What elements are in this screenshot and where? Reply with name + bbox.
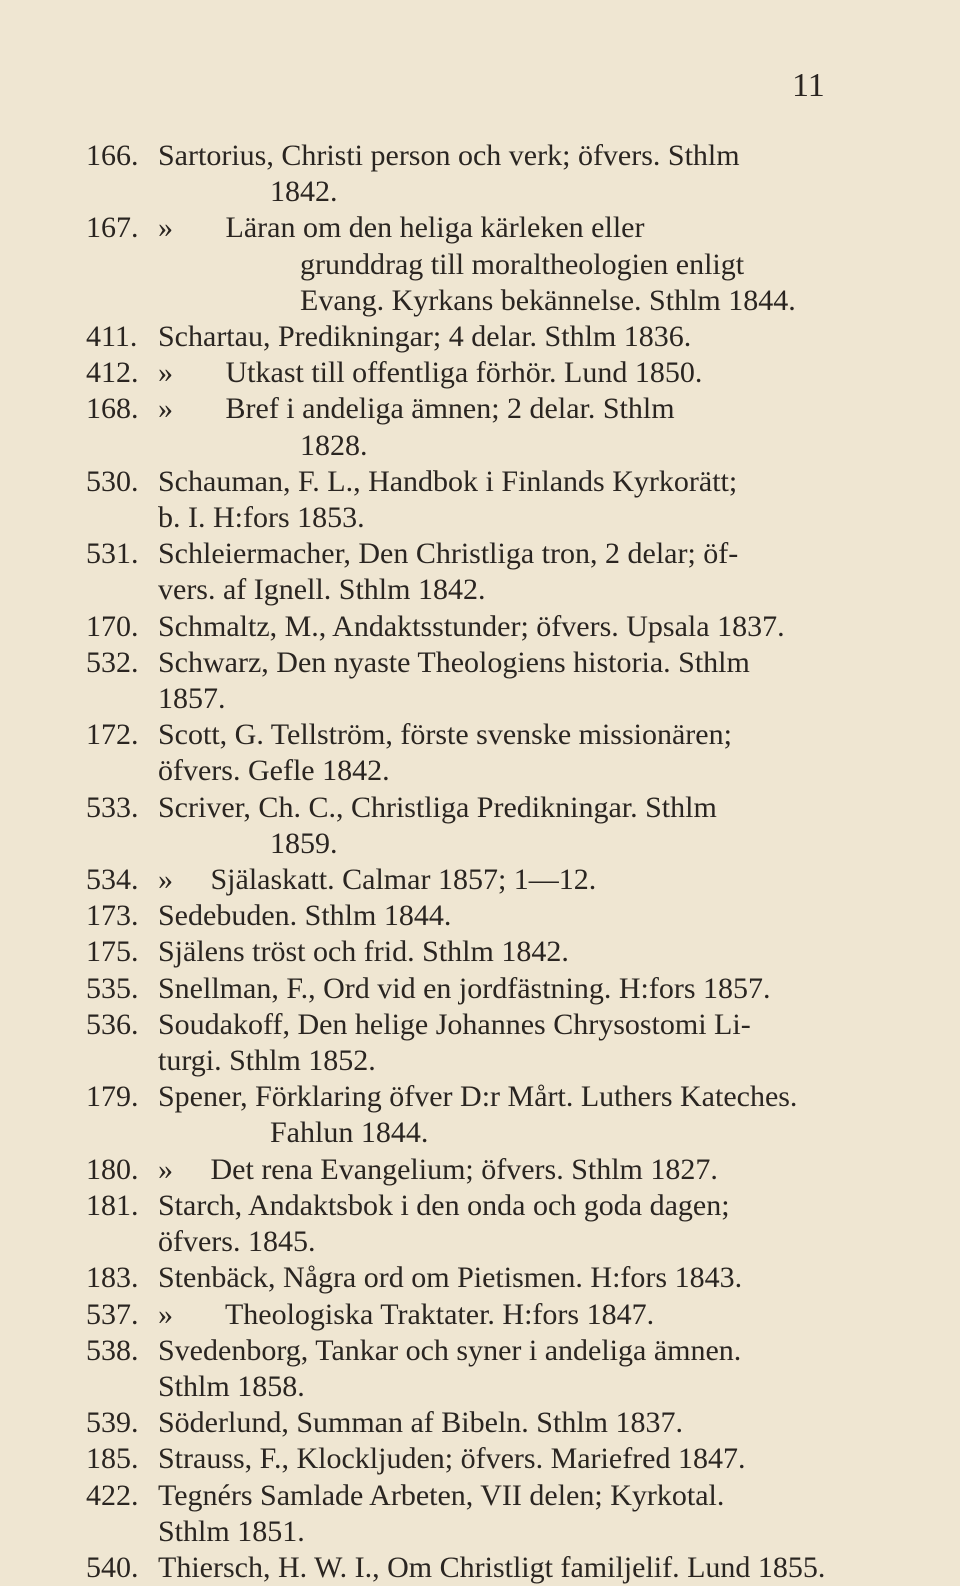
- catalogue-entry: [86, 790, 866, 862]
- entry-text-line: vers. af Ignell. Sthlm 1842.: [158, 573, 486, 607]
- catalogue-entry: [86, 1007, 866, 1079]
- entry-text-line: Schleiermacher, Den Christliga tron, 2 delar; öf-: [158, 537, 739, 571]
- entry-text-line: » Utkast till offentliga förhör. Lund 1850.: [158, 356, 703, 390]
- entry-text-line: » Själaskatt. Calmar 1857; 1—12.: [158, 863, 597, 897]
- entry-text-line: Thiersch, H. W. I., Om Christligt familjelif. Lund 1855.: [158, 1550, 826, 1584]
- entry-text-line: Sthlm 1851.: [158, 1514, 305, 1548]
- entry-text-line: Sedebuden. Sthlm 1844.: [158, 899, 452, 933]
- entry-number: 175.: [86, 935, 139, 969]
- entry-number: 181.: [86, 1188, 139, 1222]
- entry-number: 539.: [86, 1406, 139, 1440]
- catalogue-entry: [86, 645, 866, 717]
- catalogue-entry: [86, 862, 866, 898]
- catalogue-entry: [86, 971, 866, 1007]
- entry-number: 172.: [86, 718, 139, 752]
- entry-text-line: » Theologiska Traktater. H:fors 1847.: [158, 1297, 655, 1331]
- entry-text-line: 1842.: [270, 175, 338, 209]
- entry-text-line: Sartorius, Christi person och verk; öfvers. Sthlm: [158, 139, 740, 172]
- entry-number: 422.: [86, 1478, 139, 1512]
- catalogue-entry: [86, 138, 866, 210]
- entry-number: 170.: [86, 609, 139, 643]
- entry-text-line: Svedenborg, Tankar och syner i andeliga ämnen.: [158, 1333, 742, 1367]
- entry-number: 185.: [86, 1442, 139, 1476]
- entry-text-line: Stenbäck, Några ord om Pietismen. H:fors 1843.: [158, 1261, 743, 1295]
- entry-text-line: Scriver, Ch. C., Christliga Predikningar. Sthlm: [158, 790, 717, 824]
- catalogue-entry: [86, 1333, 866, 1405]
- entry-text-line: Spener, Förklaring öfver D:r Mårt. Luthers Kateches.: [158, 1080, 798, 1114]
- catalogue-entry: [86, 609, 866, 645]
- entry-number: 167.: [86, 211, 139, 245]
- entry-number: 173.: [86, 899, 139, 933]
- entry-text-line: Själens tröst och frid. Sthlm 1842.: [158, 935, 569, 969]
- catalogue-entry: [86, 1079, 866, 1151]
- catalogue-entry: [86, 1260, 866, 1296]
- entry-text-line: Fahlun 1844.: [270, 1116, 429, 1150]
- entry-number: 534.: [86, 863, 139, 897]
- catalogue-entry: [86, 1550, 866, 1586]
- catalogue-entry: [86, 391, 866, 463]
- catalogue-entry: [86, 355, 866, 391]
- catalogue-entry: [86, 536, 866, 608]
- catalogue-entry: [86, 464, 866, 536]
- entry-text-line: Starch, Andaktsbok i den onda och goda dagen;: [158, 1188, 730, 1222]
- catalogue-entry: [86, 210, 866, 319]
- catalogue-entry: [86, 1152, 866, 1188]
- catalogue-entry: [86, 319, 866, 355]
- entry-text-line: Sthlm 1858.: [158, 1369, 305, 1403]
- entry-text-line: Snellman, F., Ord vid en jordfästning. H:fors 1857.: [158, 971, 771, 1005]
- entry-number: 533.: [86, 790, 139, 824]
- catalogue-entry: [86, 1478, 866, 1550]
- catalogue-entry: [86, 717, 866, 789]
- entry-text-line: turgi. Sthlm 1852.: [158, 1044, 376, 1078]
- entry-text-line: Schauman, F. L., Handbok i Finlands Kyrkorätt;: [158, 464, 738, 498]
- entry-number: 179.: [86, 1080, 139, 1114]
- entry-number: 530.: [86, 464, 139, 498]
- entry-number: 412.: [86, 356, 139, 390]
- entry-number: 535.: [86, 971, 139, 1005]
- entry-text-line: Tegnérs Samlade Arbeten, VII delen; Kyrkotal.: [158, 1478, 725, 1512]
- entry-number: 183.: [86, 1261, 139, 1295]
- entry-number: 532.: [86, 645, 139, 679]
- entry-text-line: Schmaltz, M., Andaktsstunder; öfvers. Upsala 1837.: [158, 609, 785, 643]
- entry-number: 411.: [86, 320, 138, 354]
- catalogue-entry: [86, 1441, 866, 1477]
- entry-text-line: b. I. H:fors 1853.: [158, 501, 365, 535]
- entry-number: 531.: [86, 537, 139, 571]
- entry-text-line: » Bref i andeliga ämnen; 2 delar. Sthlm: [158, 392, 675, 426]
- entry-number: 537.: [86, 1297, 139, 1331]
- entry-text-line: 1859.: [270, 826, 338, 860]
- entry-text-line: Strauss, F., Klockljuden; öfvers. Mariefred 1847.: [158, 1442, 746, 1476]
- page-number: 11: [792, 67, 825, 104]
- entry-text-line: Schartau, Predikningar; 4 delar. Sthlm 1836.: [158, 320, 692, 354]
- entry-text-line: 1828.: [300, 428, 368, 462]
- entry-text-line: Schwarz, Den nyaste Theologiens historia. Sthlm: [158, 645, 750, 679]
- catalogue-entry: [86, 1188, 866, 1260]
- entry-number: 540.: [86, 1550, 139, 1584]
- entry-text-line: » Det rena Evangelium; öfvers. Sthlm 1827.: [158, 1152, 718, 1186]
- entry-text-line: Soudakoff, Den helige Johannes Chrysostomi Li-: [158, 1007, 751, 1041]
- entry-text-line: Evang. Kyrkans bekännelse. Sthlm 1844.: [300, 283, 796, 317]
- entry-number: 168.: [86, 392, 139, 426]
- entry-text-line: Scott, G. Tellström, förste svenske missionären;: [158, 718, 732, 752]
- entry-number: 180.: [86, 1152, 139, 1186]
- entry-text-line: öfvers. Gefle 1842.: [158, 754, 390, 788]
- entry-text-line: » Läran om den heliga kärleken eller: [158, 211, 645, 245]
- entry-text-line: Söderlund, Summan af Bibeln. Sthlm 1837.: [158, 1406, 683, 1440]
- catalogue-entry: [86, 898, 866, 934]
- entry-text-line: grunddrag till moraltheologien enligt: [300, 247, 745, 281]
- entry-list: [86, 138, 866, 1586]
- entry-text-line: öfvers. 1845.: [158, 1225, 316, 1259]
- entry-number: 166.: [86, 139, 139, 172]
- catalogue-entry: [86, 1297, 866, 1333]
- entry-number: 538.: [86, 1333, 139, 1367]
- entry-text-line: 1857.: [158, 682, 226, 716]
- catalogue-entry: [86, 934, 866, 970]
- catalogue-entry: [86, 1405, 866, 1441]
- entry-number: 536.: [86, 1007, 139, 1041]
